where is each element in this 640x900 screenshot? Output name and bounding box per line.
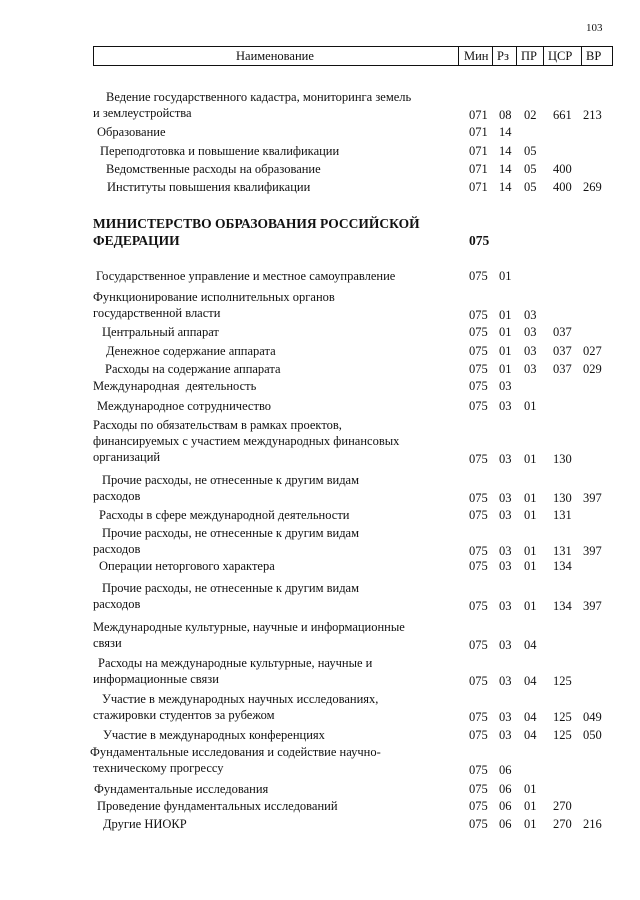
code-rz: 08 bbox=[499, 108, 512, 122]
row-label-line: финансируемых с участием международных финансовых bbox=[93, 434, 400, 448]
header-min: Мин bbox=[464, 49, 489, 63]
code-min: 071 bbox=[469, 162, 488, 176]
row-label-line: информационные связи bbox=[93, 672, 219, 686]
row-label-line: Ведомственные расходы на образование bbox=[106, 162, 321, 176]
code-vr: 029 bbox=[583, 362, 602, 376]
code-pr: 05 bbox=[524, 144, 537, 158]
code-rz: 03 bbox=[499, 379, 512, 393]
code-pr: 02 bbox=[524, 108, 537, 122]
code-min: 075 bbox=[469, 362, 488, 376]
page-number: 103 bbox=[586, 22, 603, 34]
row-label-line: Международное сотрудничество bbox=[97, 399, 272, 413]
row-label-line: государственной власти bbox=[93, 306, 221, 320]
code-vr: 213 bbox=[583, 108, 602, 122]
row-label-line: Институты повышения квалификации bbox=[107, 180, 311, 194]
code-pr: 01 bbox=[524, 399, 537, 413]
code-min: 071 bbox=[469, 144, 488, 158]
row-label-line: Проведение фундаментальных исследований bbox=[97, 799, 338, 813]
row-label-line: Прочие расходы, не отнесенные к другим видам bbox=[102, 526, 360, 540]
row-label-line: ФЕДЕРАЦИИ bbox=[93, 233, 180, 248]
code-rz: 14 bbox=[499, 180, 512, 194]
row-label-line: Фундаментальные исследования bbox=[94, 782, 269, 796]
code-vr: 049 bbox=[583, 710, 602, 724]
header-vr: ВР bbox=[586, 49, 602, 63]
code-rz: 01 bbox=[499, 269, 512, 283]
code-pr: 04 bbox=[524, 638, 537, 652]
row-label-line: Другие НИОКР bbox=[103, 817, 187, 831]
code-pr: 04 bbox=[524, 710, 537, 724]
code-rz: 03 bbox=[499, 638, 512, 652]
code-min: 075 bbox=[469, 559, 488, 573]
code-csr: 037 bbox=[553, 344, 572, 358]
code-min: 075 bbox=[469, 544, 488, 558]
row-label-line: Операции неторгового характера bbox=[99, 559, 275, 573]
code-min: 075 bbox=[469, 452, 488, 466]
code-min: 075 bbox=[469, 269, 488, 283]
code-rz: 03 bbox=[499, 599, 512, 613]
code-pr: 03 bbox=[524, 362, 537, 376]
row-label-line: МИНИСТЕРСТВО ОБРАЗОВАНИЯ РОССИЙСКОЙ bbox=[93, 216, 420, 231]
code-min: 071 bbox=[469, 180, 488, 194]
code-rz: 06 bbox=[499, 817, 512, 831]
code-min: 075 bbox=[469, 782, 488, 796]
code-csr: 037 bbox=[553, 362, 572, 376]
code-rz: 03 bbox=[499, 508, 512, 522]
code-rz: 03 bbox=[499, 452, 512, 466]
code-min: 075 bbox=[469, 710, 488, 724]
code-min: 075 bbox=[469, 344, 488, 358]
code-min: 075 bbox=[469, 508, 488, 522]
code-min: 075 bbox=[469, 674, 488, 688]
code-min: 071 bbox=[469, 125, 488, 139]
code-min: 075 bbox=[469, 817, 488, 831]
row-label-line: Участие в международных конференциях bbox=[103, 728, 325, 742]
table-header bbox=[93, 46, 613, 66]
code-min: 075 bbox=[469, 728, 488, 742]
code-vr: 027 bbox=[583, 344, 602, 358]
code-csr: 037 bbox=[553, 325, 572, 339]
header-csr: ЦСР bbox=[548, 49, 573, 63]
code-min: 075 bbox=[469, 491, 488, 505]
code-pr: 03 bbox=[524, 325, 537, 339]
code-min: 075 bbox=[469, 325, 488, 339]
code-csr: 400 bbox=[553, 162, 572, 176]
code-pr: 05 bbox=[524, 180, 537, 194]
row-label-line: Международная деятельность bbox=[93, 379, 257, 393]
row-label-line: расходов bbox=[93, 489, 141, 503]
code-csr: 130 bbox=[553, 452, 572, 466]
code-csr: 125 bbox=[553, 728, 572, 742]
code-pr: 01 bbox=[524, 817, 537, 831]
header-pr: ПР bbox=[521, 49, 537, 63]
code-min: 075 bbox=[469, 399, 488, 413]
code-csr: 661 bbox=[553, 108, 572, 122]
row-label-line: Участие в международных научных исследованиях, bbox=[102, 692, 379, 706]
code-rz: 03 bbox=[499, 728, 512, 742]
row-label-line: Центральный аппарат bbox=[102, 325, 219, 339]
code-min: 075 bbox=[469, 233, 490, 248]
row-label-line: расходов bbox=[93, 542, 141, 556]
code-csr: 270 bbox=[553, 817, 572, 831]
row-label-line: организаций bbox=[93, 450, 161, 464]
code-rz: 03 bbox=[499, 674, 512, 688]
code-min: 075 bbox=[469, 799, 488, 813]
row-label-line: Функционирование исполнительных органов bbox=[93, 290, 335, 304]
code-csr: 400 bbox=[553, 180, 572, 194]
code-vr: 397 bbox=[583, 544, 602, 558]
code-min: 075 bbox=[469, 308, 488, 322]
row-label-line: и землеустройства bbox=[93, 106, 192, 120]
row-label-line: Образование bbox=[97, 125, 166, 139]
row-label-line: Расходы в сфере международной деятельности bbox=[99, 508, 350, 522]
code-min: 071 bbox=[469, 108, 488, 122]
code-csr: 270 bbox=[553, 799, 572, 813]
code-rz: 03 bbox=[499, 399, 512, 413]
code-pr: 04 bbox=[524, 674, 537, 688]
code-pr: 01 bbox=[524, 491, 537, 505]
row-label-line: Расходы на международные культурные, научные и bbox=[98, 656, 373, 670]
code-rz: 06 bbox=[499, 763, 512, 777]
code-rz: 01 bbox=[499, 344, 512, 358]
code-pr: 03 bbox=[524, 308, 537, 322]
code-rz: 03 bbox=[499, 491, 512, 505]
code-rz: 14 bbox=[499, 162, 512, 176]
row-label-line: стажировки студентов за рубежом bbox=[93, 708, 275, 722]
row-label-line: Прочие расходы, не отнесенные к другим видам bbox=[102, 581, 360, 595]
row-label-line: Расходы на содержание аппарата bbox=[105, 362, 281, 376]
code-min: 075 bbox=[469, 379, 488, 393]
code-rz: 14 bbox=[499, 144, 512, 158]
code-rz: 03 bbox=[499, 710, 512, 724]
code-pr: 05 bbox=[524, 162, 537, 176]
code-pr: 01 bbox=[524, 599, 537, 613]
code-rz: 01 bbox=[499, 362, 512, 376]
code-rz: 03 bbox=[499, 559, 512, 573]
row-label-line: Прочие расходы, не отнесенные к другим видам bbox=[102, 473, 360, 487]
code-rz: 03 bbox=[499, 544, 512, 558]
code-pr: 01 bbox=[524, 452, 537, 466]
row-label-line: Денежное содержание аппарата bbox=[106, 344, 276, 358]
code-pr: 03 bbox=[524, 344, 537, 358]
row-label-line: Ведение государственного кадастра, мониторинга земель bbox=[106, 90, 412, 104]
code-vr: 216 bbox=[583, 817, 602, 831]
code-csr: 134 bbox=[553, 559, 572, 573]
code-vr: 397 bbox=[583, 599, 602, 613]
row-label-line: Международные культурные, научные и информационные bbox=[93, 620, 405, 634]
code-min: 075 bbox=[469, 763, 488, 777]
header-rz: Рз bbox=[497, 49, 509, 63]
row-label-line: Расходы по обязательствам в рамках проектов, bbox=[93, 418, 342, 432]
row-label-line: Государственное управление и местное самоуправление bbox=[96, 269, 396, 283]
code-rz: 01 bbox=[499, 308, 512, 322]
code-vr: 269 bbox=[583, 180, 602, 194]
code-csr: 125 bbox=[553, 674, 572, 688]
row-label-line: Переподготовка и повышение квалификации bbox=[100, 144, 340, 158]
row-label-line: Фундаментальные исследования и содействие научно- bbox=[90, 745, 381, 759]
code-rz: 01 bbox=[499, 325, 512, 339]
code-rz: 06 bbox=[499, 782, 512, 796]
code-min: 075 bbox=[469, 638, 488, 652]
code-rz: 06 bbox=[499, 799, 512, 813]
code-csr: 131 bbox=[553, 508, 572, 522]
code-csr: 125 bbox=[553, 710, 572, 724]
code-rz: 14 bbox=[499, 125, 512, 139]
code-pr: 01 bbox=[524, 508, 537, 522]
code-csr: 130 bbox=[553, 491, 572, 505]
row-label-line: связи bbox=[93, 636, 122, 650]
header-name: Наименование bbox=[236, 49, 314, 63]
code-vr: 050 bbox=[583, 728, 602, 742]
row-label-line: расходов bbox=[93, 597, 141, 611]
code-csr: 131 bbox=[553, 544, 572, 558]
code-pr: 01 bbox=[524, 799, 537, 813]
code-pr: 01 bbox=[524, 782, 537, 796]
code-pr: 01 bbox=[524, 559, 537, 573]
code-vr: 397 bbox=[583, 491, 602, 505]
code-csr: 134 bbox=[553, 599, 572, 613]
code-min: 075 bbox=[469, 599, 488, 613]
row-label-line: техническому прогрессу bbox=[93, 761, 224, 775]
code-pr: 04 bbox=[524, 728, 537, 742]
code-pr: 01 bbox=[524, 544, 537, 558]
